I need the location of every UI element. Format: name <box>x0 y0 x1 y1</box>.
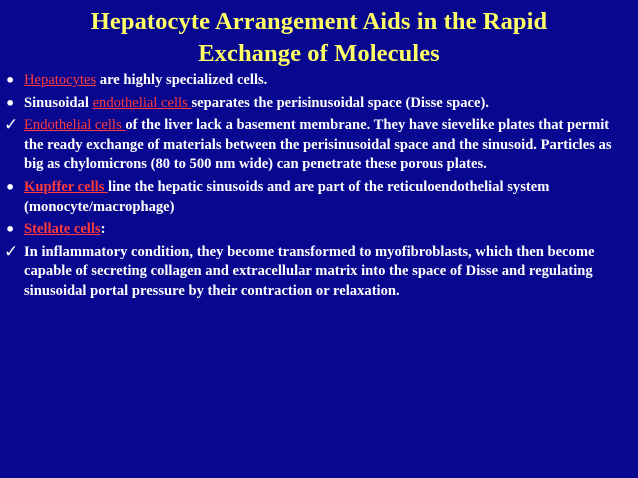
bullet-text: separates the perisinusoidal space (Disse space). <box>191 94 489 111</box>
bullet-list <box>4 71 632 305</box>
kupffer-cells-link[interactable]: Kupffer cells <box>24 178 109 195</box>
bullet-text: In inflammatory condition, they become transformed to myofibroblasts, which then become capable of secreting collagen and extracellular matrix into the space of Disse and regulating sinusoidal portal pressure by their contraction or relaxation. <box>24 243 595 299</box>
slide-title <box>10 6 628 70</box>
bullet-hepatocytes <box>4 71 632 91</box>
bullet-text: line the hepatic sinusoids and are part of the reticuloendothelial system (monocyte/macrophage) <box>24 178 550 215</box>
bullet-text: are highly specialized cells. <box>96 72 268 88</box>
hepatocytes-link[interactable]: Hepatocytes <box>24 72 97 88</box>
bullet-inflammatory <box>4 243 632 302</box>
endothelial-cells-link-2[interactable]: Endothelial cells <box>24 117 126 134</box>
checkmark-icon: ✓ <box>4 241 19 262</box>
bullet-stellate <box>4 220 632 240</box>
endothelial-cells-link[interactable]: endothelial cells <box>92 94 192 111</box>
bullet-text: of the liver lack a basement membrane. They have sievelike plates that permit the ready exchange of materials between the perisinusoidal space and the sinusoid. Particles as big as chylomicrons (80 to 500 nm wide) can penetrate these porous plates. <box>24 117 612 173</box>
bullet-text: : <box>100 221 106 238</box>
checkmark-icon: ✓ <box>4 115 19 136</box>
bullet-kupffer <box>4 178 632 217</box>
bullet-dot-icon: • <box>5 220 16 240</box>
bullet-prefix: Sinusoidal <box>24 94 93 111</box>
bullet-dot-icon: • <box>5 177 16 197</box>
bullet-dot-icon: • <box>5 93 16 113</box>
title-line-1: Hepatocyte Arrangement Aids in the Rapid <box>90 8 548 35</box>
title-line-2: Exchange of Molecules <box>198 40 440 67</box>
bullet-endothelial <box>4 116 632 175</box>
stellate-cells-link[interactable]: Stellate cells <box>24 221 101 238</box>
bullet-sinusoidal <box>4 94 632 114</box>
bullet-dot-icon: • <box>5 71 16 90</box>
